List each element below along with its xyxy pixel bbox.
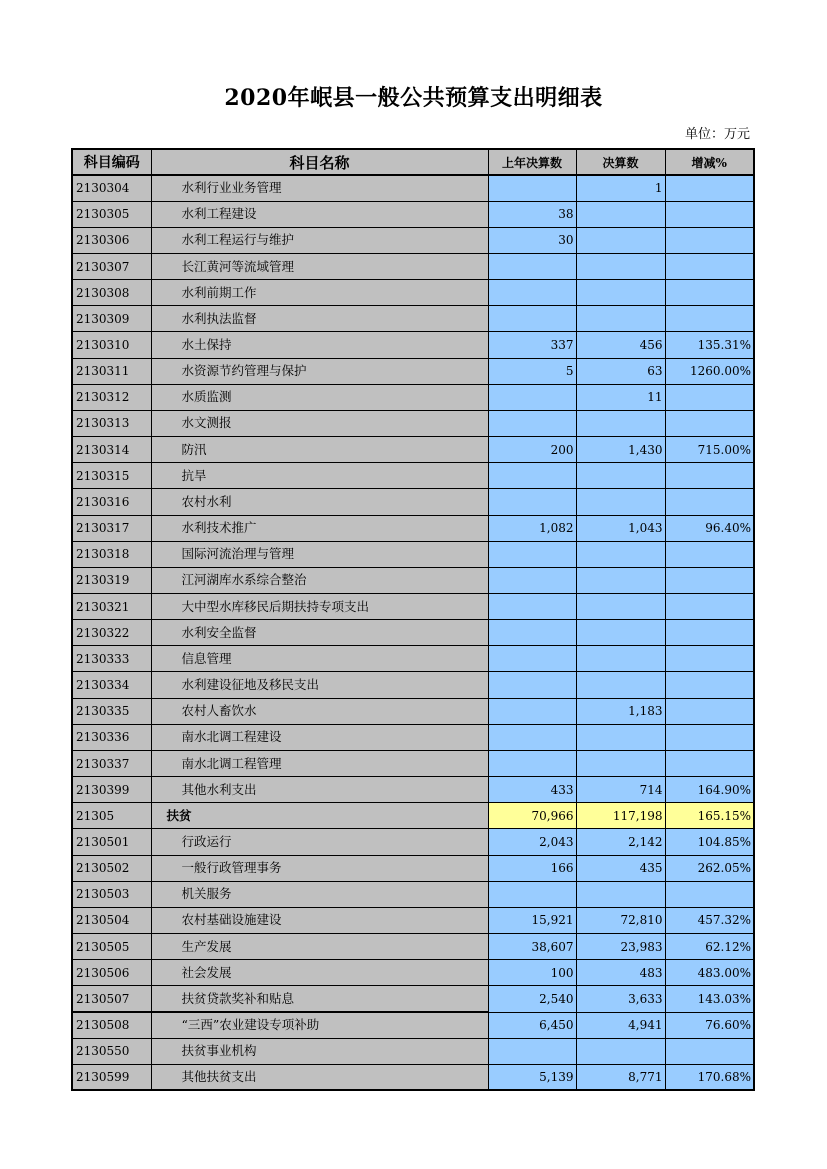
cell-code: 2130508	[72, 1012, 151, 1038]
cell-name: 水利行业业务管理	[151, 175, 488, 201]
cell-name: 水土保持	[151, 332, 488, 358]
cell-name: 机关服务	[151, 881, 488, 907]
cell-name: 水利执法监督	[151, 306, 488, 332]
cell-prev-final: 38,607	[488, 934, 576, 960]
cell-name: 水文测报	[151, 410, 488, 436]
cell-name: “三西”农业建设专项补助	[151, 1012, 488, 1038]
cell-final: 63	[576, 358, 665, 384]
table-row-category	[72, 803, 754, 829]
cell-prev-final: 2,043	[488, 829, 576, 855]
cell-change: 62.12%	[665, 934, 754, 960]
cell-code: 2130506	[72, 960, 151, 986]
cell-code: 2130310	[72, 332, 151, 358]
cell-final: 72,810	[576, 907, 665, 933]
cell-prev-final: 166	[488, 855, 576, 881]
cell-name: 长江黄河等流域管理	[151, 253, 488, 279]
cell-code: 2130312	[72, 384, 151, 410]
cell-prev-final	[488, 410, 576, 436]
table-row	[72, 306, 754, 332]
cell-final	[576, 724, 665, 750]
cell-prev-final	[488, 594, 576, 620]
cell-prev-final	[488, 384, 576, 410]
cell-name: 水利建设征地及移民支出	[151, 672, 488, 698]
table-row	[72, 829, 754, 855]
cell-name: 水利安全监督	[151, 620, 488, 646]
table-row	[72, 672, 754, 698]
cell-prev-final	[488, 541, 576, 567]
cell-name: 江河湖库水系综合整治	[151, 567, 488, 593]
cell-final	[576, 280, 665, 306]
table-row	[72, 855, 754, 881]
header-change: 增减%	[665, 149, 754, 175]
cell-change: 457.32%	[665, 907, 754, 933]
unit-label: 单位：万元	[684, 127, 750, 142]
cell-prev-final: 30	[488, 227, 576, 253]
cell-name: 扶贫事业机构	[151, 1038, 488, 1064]
cell-name: 扶贫	[151, 803, 488, 829]
table-row	[72, 489, 754, 515]
cell-change: 76.60%	[665, 1012, 754, 1038]
cell-prev-final	[488, 280, 576, 306]
cell-code: 2130311	[72, 358, 151, 384]
cell-name: 信息管理	[151, 646, 488, 672]
cell-final: 4,941	[576, 1012, 665, 1038]
cell-final	[576, 489, 665, 515]
cell-final: 483	[576, 960, 665, 986]
table-row	[72, 1064, 754, 1090]
cell-name: 水质监测	[151, 384, 488, 410]
cell-prev-final: 5,139	[488, 1064, 576, 1090]
cell-final: 2,142	[576, 829, 665, 855]
cell-code: 2130317	[72, 515, 151, 541]
cell-name: 农村人畜饮水	[151, 698, 488, 724]
table-row	[72, 777, 754, 803]
cell-code: 2130507	[72, 986, 151, 1012]
cell-final	[576, 646, 665, 672]
cell-code: 2130307	[72, 253, 151, 279]
table-body	[72, 175, 754, 1090]
cell-final: 117,198	[576, 803, 665, 829]
cell-name: 水利工程运行与维护	[151, 227, 488, 253]
cell-name: 行政运行	[151, 829, 488, 855]
cell-name: 南水北调工程管理	[151, 750, 488, 776]
cell-prev-final	[488, 253, 576, 279]
cell-change: 135.31%	[665, 332, 754, 358]
header-prev-final: 上年决算数	[488, 149, 576, 175]
cell-name: 国际河流治理与管理	[151, 541, 488, 567]
table-row	[72, 594, 754, 620]
header-code: 科目编码	[72, 149, 151, 175]
cell-code: 2130314	[72, 437, 151, 463]
cell-change: 715.00%	[665, 437, 754, 463]
cell-prev-final	[488, 672, 576, 698]
table-row	[72, 724, 754, 750]
cell-change	[665, 227, 754, 253]
cell-change	[665, 750, 754, 776]
table-row	[72, 227, 754, 253]
budget-table-container	[71, 148, 753, 1091]
cell-code: 2130334	[72, 672, 151, 698]
cell-change	[665, 463, 754, 489]
cell-code: 2130501	[72, 829, 151, 855]
cell-final: 11	[576, 384, 665, 410]
cell-change: 143.03%	[665, 986, 754, 1012]
cell-final	[576, 227, 665, 253]
cell-prev-final	[488, 567, 576, 593]
cell-final	[576, 594, 665, 620]
page-title: 2020年岷县一般公共预算支出明细表	[224, 85, 603, 111]
table-row	[72, 358, 754, 384]
cell-change	[665, 594, 754, 620]
cell-name: 其他水利支出	[151, 777, 488, 803]
cell-prev-final: 337	[488, 332, 576, 358]
table-row	[72, 881, 754, 907]
cell-change	[665, 253, 754, 279]
cell-code: 2130504	[72, 907, 151, 933]
cell-change	[665, 698, 754, 724]
cell-change	[665, 201, 754, 227]
cell-change	[665, 646, 754, 672]
cell-prev-final: 433	[488, 777, 576, 803]
cell-prev-final	[488, 463, 576, 489]
cell-change	[665, 567, 754, 593]
cell-prev-final: 2,540	[488, 986, 576, 1012]
cell-code: 2130337	[72, 750, 151, 776]
cell-final	[576, 463, 665, 489]
table-row	[72, 201, 754, 227]
cell-name: 农村水利	[151, 489, 488, 515]
cell-code: 2130550	[72, 1038, 151, 1064]
cell-prev-final	[488, 1038, 576, 1064]
cell-change: 1260.00%	[665, 358, 754, 384]
cell-final	[576, 410, 665, 436]
cell-prev-final: 38	[488, 201, 576, 227]
cell-change	[665, 489, 754, 515]
cell-final: 435	[576, 855, 665, 881]
cell-prev-final	[488, 489, 576, 515]
cell-name: 抗旱	[151, 463, 488, 489]
cell-code: 2130315	[72, 463, 151, 489]
cell-change: 164.90%	[665, 777, 754, 803]
cell-final	[576, 201, 665, 227]
cell-change	[665, 672, 754, 698]
cell-code: 21305	[72, 803, 151, 829]
table-row	[72, 175, 754, 201]
table-row	[72, 253, 754, 279]
table-row	[72, 515, 754, 541]
cell-code: 2130502	[72, 855, 151, 881]
cell-code: 2130318	[72, 541, 151, 567]
cell-prev-final: 1,082	[488, 515, 576, 541]
cell-name: 其他扶贫支出	[151, 1064, 488, 1090]
cell-code: 2130305	[72, 201, 151, 227]
cell-name: 农村基础设施建设	[151, 907, 488, 933]
cell-code: 2130322	[72, 620, 151, 646]
cell-prev-final	[488, 620, 576, 646]
cell-prev-final	[488, 306, 576, 332]
cell-name: 一般行政管理事务	[151, 855, 488, 881]
cell-prev-final: 100	[488, 960, 576, 986]
cell-final: 1	[576, 175, 665, 201]
table-row	[72, 463, 754, 489]
cell-change: 262.05%	[665, 855, 754, 881]
cell-change	[665, 410, 754, 436]
cell-prev-final: 200	[488, 437, 576, 463]
cell-change	[665, 175, 754, 201]
cell-code: 2130505	[72, 934, 151, 960]
table-row	[72, 986, 754, 1012]
table-row	[72, 698, 754, 724]
cell-final	[576, 253, 665, 279]
cell-change	[665, 724, 754, 750]
table-row	[72, 934, 754, 960]
cell-change	[665, 384, 754, 410]
cell-name: 社会发展	[151, 960, 488, 986]
cell-name: 南水北调工程建设	[151, 724, 488, 750]
header-name: 科目名称	[151, 149, 488, 175]
cell-code: 2130336	[72, 724, 151, 750]
table-row	[72, 750, 754, 776]
cell-change: 165.15%	[665, 803, 754, 829]
cell-final	[576, 672, 665, 698]
cell-change	[665, 541, 754, 567]
cell-final	[576, 750, 665, 776]
cell-change	[665, 306, 754, 332]
cell-final	[576, 881, 665, 907]
table-header-row	[72, 149, 754, 175]
cell-prev-final	[488, 881, 576, 907]
cell-prev-final: 70,966	[488, 803, 576, 829]
cell-change: 483.00%	[665, 960, 754, 986]
cell-code: 2130399	[72, 777, 151, 803]
cell-change: 104.85%	[665, 829, 754, 855]
cell-final	[576, 1038, 665, 1064]
table-row	[72, 1012, 754, 1038]
cell-code: 2130321	[72, 594, 151, 620]
cell-name: 水利技术推广	[151, 515, 488, 541]
table-row	[72, 384, 754, 410]
table-row	[72, 541, 754, 567]
cell-code: 2130309	[72, 306, 151, 332]
header-final: 决算数	[576, 149, 665, 175]
cell-code: 2130599	[72, 1064, 151, 1090]
cell-change	[665, 881, 754, 907]
table-row	[72, 280, 754, 306]
table-row	[72, 960, 754, 986]
cell-final: 1,430	[576, 437, 665, 463]
cell-name: 水资源节约管理与保护	[151, 358, 488, 384]
table-row	[72, 332, 754, 358]
cell-code: 2130304	[72, 175, 151, 201]
cell-code: 2130313	[72, 410, 151, 436]
cell-name: 水利前期工作	[151, 280, 488, 306]
cell-final	[576, 620, 665, 646]
cell-change: 96.40%	[665, 515, 754, 541]
cell-final: 3,633	[576, 986, 665, 1012]
table-row	[72, 646, 754, 672]
cell-prev-final: 15,921	[488, 907, 576, 933]
cell-code: 2130319	[72, 567, 151, 593]
table-row	[72, 907, 754, 933]
cell-change	[665, 280, 754, 306]
cell-final	[576, 541, 665, 567]
cell-change	[665, 1038, 754, 1064]
cell-final: 456	[576, 332, 665, 358]
cell-final: 23,983	[576, 934, 665, 960]
cell-final: 1,043	[576, 515, 665, 541]
cell-code: 2130333	[72, 646, 151, 672]
cell-final: 8,771	[576, 1064, 665, 1090]
cell-change: 170.68%	[665, 1064, 754, 1090]
cell-prev-final	[488, 750, 576, 776]
table-row	[72, 437, 754, 463]
cell-change	[665, 620, 754, 646]
cell-final	[576, 567, 665, 593]
table-row	[72, 1038, 754, 1064]
cell-name: 生产发展	[151, 934, 488, 960]
cell-name: 扶贫贷款奖补和贴息	[151, 986, 488, 1012]
cell-code: 2130503	[72, 881, 151, 907]
cell-name: 大中型水库移民后期扶持专项支出	[151, 594, 488, 620]
cell-prev-final	[488, 698, 576, 724]
cell-prev-final: 5	[488, 358, 576, 384]
cell-prev-final: 6,450	[488, 1012, 576, 1038]
cell-final: 1,183	[576, 698, 665, 724]
cell-name: 水利工程建设	[151, 201, 488, 227]
cell-final: 714	[576, 777, 665, 803]
cell-prev-final	[488, 175, 576, 201]
cell-final	[576, 306, 665, 332]
table-row	[72, 410, 754, 436]
table-row	[72, 567, 754, 593]
cell-name: 防汛	[151, 437, 488, 463]
cell-prev-final	[488, 724, 576, 750]
table-row	[72, 620, 754, 646]
cell-code: 2130308	[72, 280, 151, 306]
budget-table	[71, 148, 755, 1091]
cell-prev-final	[488, 646, 576, 672]
cell-code: 2130316	[72, 489, 151, 515]
cell-code: 2130306	[72, 227, 151, 253]
cell-code: 2130335	[72, 698, 151, 724]
